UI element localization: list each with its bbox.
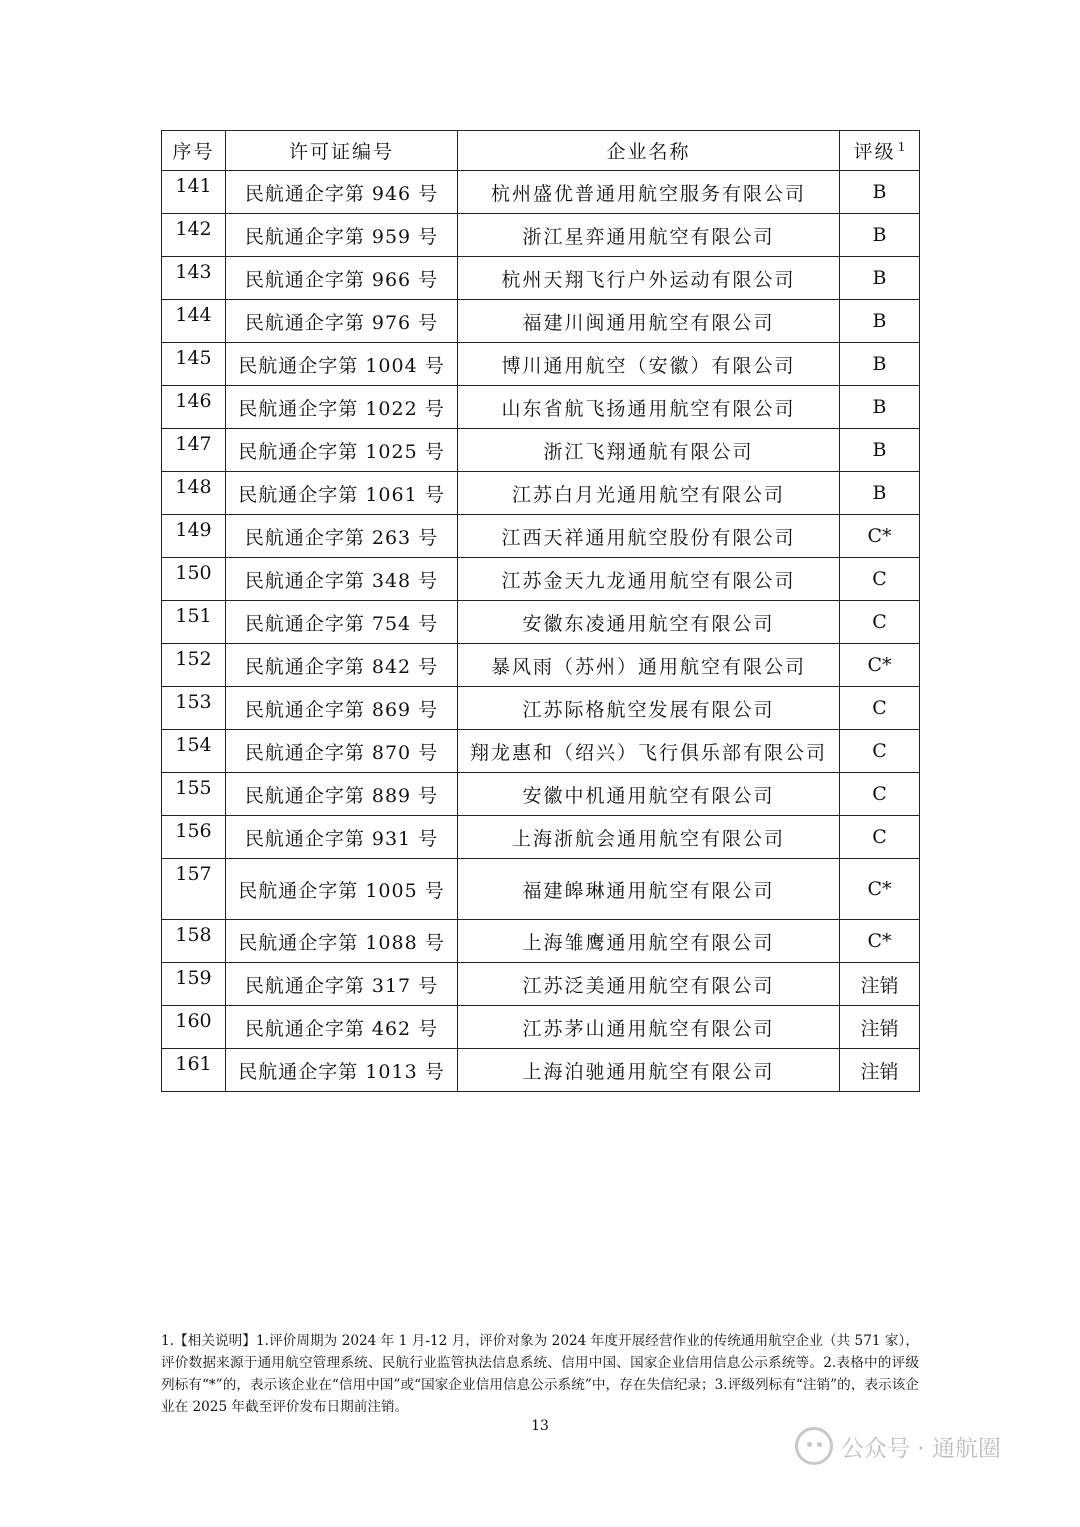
cell-rating: B [840, 300, 920, 343]
cell-company: 翔龙惠和（绍兴）飞行俱乐部有限公司 [458, 730, 840, 773]
cell-company: 江苏茅山通用航空有限公司 [458, 1006, 840, 1049]
header-rating-label: 评级 [853, 141, 896, 163]
cell-license: 民航通企字第 931 号 [226, 816, 458, 859]
cell-seq: 155 [162, 773, 226, 816]
cell-license: 民航通企字第 889 号 [226, 773, 458, 816]
cell-rating: C* [840, 644, 920, 687]
cell-license: 民航通企字第 317 号 [226, 963, 458, 1006]
wechat-icon [795, 1427, 833, 1465]
cell-seq: 157 [162, 859, 226, 920]
cell-license: 民航通企字第 966 号 [226, 257, 458, 300]
cell-company: 浙江飞翔通航有限公司 [458, 429, 840, 472]
cell-seq: 143 [162, 257, 226, 300]
cell-license: 民航通企字第 1004 号 [226, 343, 458, 386]
footnote-text: 1.【相关说明】1.评价周期为 2024 年 1 月-12 月，评价对象为 2024 年度开展经营作业的传统通用航空企业（共 571 家），评价数据来源于通用航空管理系统、民航行业监管执法信息系统、信用中国、国家企业信用信息公示系统等。2.表格中的评级列标有“*”的，表示该企业在“信用中国”或“国家企业信用信息公示系统”中，存在失信纪录；3.评级列标有“注销”的，表示该企业在 2025 年截至评价发布日期前注销。 [161, 1333, 919, 1415]
cell-license: 民航通企字第 1013 号 [226, 1049, 458, 1092]
cell-company: 上海泊驰通用航空有限公司 [458, 1049, 840, 1092]
cell-company: 浙江星弈通用航空有限公司 [458, 214, 840, 257]
cell-company: 安徽东凌通用航空有限公司 [458, 601, 840, 644]
cell-license: 民航通企字第 348 号 [226, 558, 458, 601]
cell-seq: 144 [162, 300, 226, 343]
table-row [162, 601, 920, 644]
cell-rating: C* [840, 920, 920, 963]
table-row [162, 816, 920, 859]
table-row [162, 257, 920, 300]
cell-seq: 151 [162, 601, 226, 644]
watermark [795, 1427, 1001, 1465]
cell-company: 江苏际格航空发展有限公司 [458, 687, 840, 730]
cell-license: 民航通企字第 1005 号 [226, 859, 458, 920]
cell-company: 山东省航飞扬通用航空有限公司 [458, 386, 840, 429]
header-rating [840, 131, 920, 171]
table-row [162, 963, 920, 1006]
cell-license: 民航通企字第 870 号 [226, 730, 458, 773]
cell-rating: 注销 [840, 1006, 920, 1049]
cell-rating: C [840, 558, 920, 601]
header-company: 企业名称 [458, 131, 840, 171]
table-row [162, 171, 920, 214]
cell-rating: C* [840, 515, 920, 558]
cell-seq: 156 [162, 816, 226, 859]
table-row [162, 429, 920, 472]
table-header-row [162, 131, 920, 171]
cell-rating: B [840, 343, 920, 386]
cell-rating: B [840, 214, 920, 257]
table-row [162, 558, 920, 601]
cell-license: 民航通企字第 842 号 [226, 644, 458, 687]
cell-company: 江苏泛美通用航空有限公司 [458, 963, 840, 1006]
watermark-text: 公众号 · 通航圈 [841, 1435, 1001, 1462]
cell-license: 民航通企字第 976 号 [226, 300, 458, 343]
cell-company: 江西天祥通用航空股份有限公司 [458, 515, 840, 558]
cell-rating: C* [840, 859, 920, 920]
cell-seq: 141 [162, 171, 226, 214]
cell-seq: 154 [162, 730, 226, 773]
cell-license: 民航通企字第 754 号 [226, 601, 458, 644]
table-row [162, 773, 920, 816]
cell-rating: B [840, 429, 920, 472]
cell-license: 民航通企字第 1061 号 [226, 472, 458, 515]
cell-license: 民航通企字第 959 号 [226, 214, 458, 257]
table-row [162, 1006, 920, 1049]
cell-rating: 注销 [840, 963, 920, 1006]
cell-rating: C [840, 687, 920, 730]
cell-license: 民航通企字第 263 号 [226, 515, 458, 558]
cell-rating: C [840, 730, 920, 773]
footnote-ref: 1 [897, 139, 906, 154]
cell-license: 民航通企字第 869 号 [226, 687, 458, 730]
cell-seq: 153 [162, 687, 226, 730]
table-row [162, 214, 920, 257]
cell-license: 民航通企字第 462 号 [226, 1006, 458, 1049]
table-row [162, 687, 920, 730]
cell-seq: 147 [162, 429, 226, 472]
cell-rating: C [840, 773, 920, 816]
table-row [162, 343, 920, 386]
table-row [162, 644, 920, 687]
cell-company: 江苏白月光通用航空有限公司 [458, 472, 840, 515]
cell-rating: C [840, 601, 920, 644]
cell-seq: 145 [162, 343, 226, 386]
table-row [162, 730, 920, 773]
table-row [162, 859, 920, 920]
cell-company: 博川通用航空（安徽）有限公司 [458, 343, 840, 386]
cell-rating: B [840, 386, 920, 429]
header-seq: 序号 [162, 131, 226, 171]
cell-rating: B [840, 472, 920, 515]
cell-company: 上海浙航会通用航空有限公司 [458, 816, 840, 859]
table-row [162, 472, 920, 515]
cell-license: 民航通企字第 1022 号 [226, 386, 458, 429]
cell-rating: B [840, 257, 920, 300]
cell-seq: 161 [162, 1049, 226, 1092]
cell-rating: 注销 [840, 1049, 920, 1092]
table-row [162, 515, 920, 558]
header-license: 许可证编号 [226, 131, 458, 171]
cell-seq: 149 [162, 515, 226, 558]
table-row [162, 1049, 920, 1092]
enterprise-rating-table [161, 130, 920, 1092]
cell-company: 杭州天翔飞行户外运动有限公司 [458, 257, 840, 300]
cell-company: 安徽中机通用航空有限公司 [458, 773, 840, 816]
cell-seq: 160 [162, 1006, 226, 1049]
cell-license: 民航通企字第 946 号 [226, 171, 458, 214]
table-row [162, 386, 920, 429]
cell-company: 福建皞琳通用航空有限公司 [458, 859, 840, 920]
cell-company: 福建川闽通用航空有限公司 [458, 300, 840, 343]
cell-company: 上海雏鹰通用航空有限公司 [458, 920, 840, 963]
cell-seq: 146 [162, 386, 226, 429]
page-number: 13 [531, 1418, 549, 1434]
cell-rating: C [840, 816, 920, 859]
cell-company: 江苏金天九龙通用航空有限公司 [458, 558, 840, 601]
cell-seq: 152 [162, 644, 226, 687]
cell-seq: 142 [162, 214, 226, 257]
table-row [162, 300, 920, 343]
cell-license: 民航通企字第 1088 号 [226, 920, 458, 963]
cell-company: 暴风雨（苏州）通用航空有限公司 [458, 644, 840, 687]
cell-seq: 159 [162, 963, 226, 1006]
table-row [162, 920, 920, 963]
table-body [162, 171, 920, 1092]
cell-seq: 148 [162, 472, 226, 515]
cell-company: 杭州盛优普通用航空服务有限公司 [458, 171, 840, 214]
cell-seq: 150 [162, 558, 226, 601]
cell-seq: 158 [162, 920, 226, 963]
cell-rating: B [840, 171, 920, 214]
cell-license: 民航通企字第 1025 号 [226, 429, 458, 472]
